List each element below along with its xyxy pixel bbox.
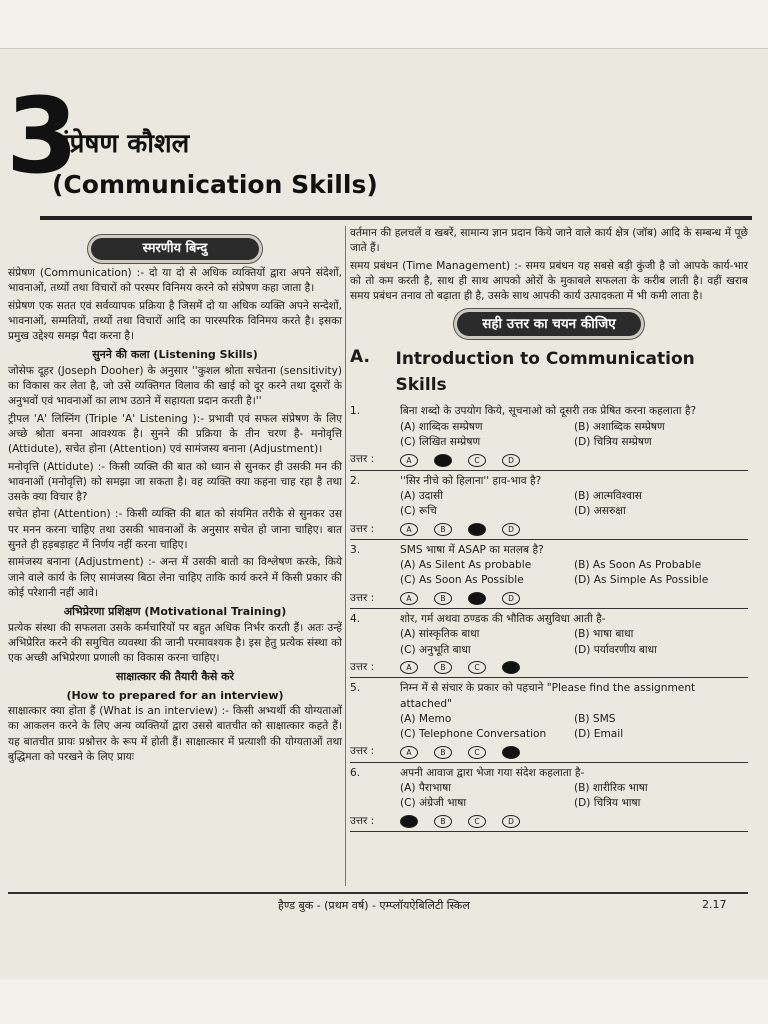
- answer-bubble[interactable]: C: [468, 592, 486, 605]
- option-text: (C) रूचि: [400, 505, 437, 518]
- option-text: (B) भाषा बाधा: [574, 628, 634, 641]
- footer-book-title: हैण्ड बुक - (प्रथम वर्ष) - एम्प्लॉयऐबिलिटी स्किल: [278, 899, 470, 912]
- question-text: बिना शब्दो के उपयोग किये, सूचनाओ को दूसरी तक प्रेषित करना कहलाता है?: [400, 405, 697, 418]
- answer-bubble[interactable]: A: [400, 592, 418, 605]
- answer-bubble[interactable]: D: [502, 523, 520, 536]
- options-grid: [350, 781, 748, 812]
- question-row: [350, 474, 748, 489]
- options-grid: [350, 712, 748, 743]
- options-grid: [350, 558, 748, 589]
- question-text: अपनी आवाज द्वारा भेजा गया संदेश कहलाता है-: [400, 766, 585, 779]
- paragraph-continued: वर्तमान की हलचलें व खबरें, सामान्य ज्ञान प्रदान किये जाने वाले कार्य क्षेत्र (जॉब) आदि के सम्बन्ध में पूछे जाते हैं।: [350, 227, 748, 255]
- answer-bubble[interactable]: C: [468, 661, 486, 674]
- section-letter: A.: [350, 347, 370, 368]
- paragraph-time-management: समय प्रबंधन (Time Management) :- समय प्रबंधन यह सबसे बड़ी कुंजी है जो आपके कार्य-भार को तो कम करती है, साथ ही साथ आपको ओरों के मुकाबले सफलता के करीब लाती है। वहीं खराब समय प्रबंधन तनाव तो बढ़ाता ही है, उसके साथ आपकी कार्य उत्पादकता में भी कमी लाता है।: [350, 259, 748, 303]
- option-text: (D) Email: [574, 728, 624, 741]
- option-text: (A) पैराभाषा: [400, 782, 452, 795]
- option-text: (C) लिखित सम्प्रेषण: [400, 436, 481, 449]
- option-text: (B) आत्मविश्वास: [574, 489, 642, 502]
- option-text: (B) अशाब्दिक सम्प्रेषण: [574, 420, 665, 433]
- question-item: [350, 612, 748, 678]
- question-text: निम्न में से संचार के प्रकार को पहचाने "Please find the assignment attached": [400, 682, 696, 710]
- answer-bubble[interactable]: D: [502, 746, 520, 759]
- answer-row: [350, 589, 748, 609]
- question-number: 2.: [350, 474, 361, 487]
- paragraph-communication-def: संप्रेषण (Communication) :- दो या दो से अधिक व्यक्तियों द्वारा अपने संदेशों, भावनाओं, तथ्यों तथा विचारों को परस्पर विनिमय करने को संप्रेषण कहा जाता है।: [8, 267, 342, 295]
- answer-bubble[interactable]: A: [400, 815, 418, 828]
- question-item: [350, 766, 748, 832]
- left-column: [8, 234, 342, 767]
- question-row: [350, 612, 748, 627]
- answer-bubble[interactable]: C: [468, 454, 486, 467]
- option-text: (C) अंग्रेजी भाषा: [400, 797, 467, 810]
- answer-bubble[interactable]: C: [468, 746, 486, 759]
- options-grid: [350, 420, 748, 451]
- question-text: शोर, गर्म अथवा ठण्डक की भौतिक असुविधा आती है-: [400, 613, 606, 626]
- chapter-title-hindi: संप्रेषण कौशल: [52, 129, 190, 159]
- answer-bubble[interactable]: B: [434, 454, 452, 467]
- interview-heading-english: (How to prepared for an interview): [66, 688, 284, 702]
- answer-bubble[interactable]: B: [434, 592, 452, 605]
- option-text: (A) As Silent As probable: [400, 559, 532, 572]
- answer-bubble[interactable]: B: [434, 815, 452, 828]
- option-text: (D) असरुक्षा: [574, 505, 626, 518]
- answer-label: उत्तर :: [350, 814, 375, 827]
- question-text: SMS भाषा में ASAP का मतलब है?: [400, 543, 544, 556]
- paragraph-attention: सचेत होना (Attention) :- किसी व्यक्ति की बात को संयमित तरीके से सुनकर उस पर मनन करना चाहिए तथा उसकी भावनाओं के अनुसार सचेत हो जाना चाहिए। बात सुनते ही हड़बड़ाहट में निर्णय नहीं करना चाहिए।: [8, 508, 342, 552]
- paragraph-listening: जोसेफ दूहर (Joseph Dooher) के अनुसार ''कुशल श्रोता सचेतना (sensitivity) का विकास कर लेता है, जो उसे व्यक्तिगत विलाव की खाई को दूर करने तथा दूसरों के अनुभवों एवं भावनाओं का लाभ उठाने में सहायता प्रदान करती है।'': [8, 364, 342, 408]
- answer-label: उत्तर :: [350, 745, 375, 758]
- question-number: 5.: [350, 682, 361, 695]
- question-number: 6.: [350, 766, 361, 779]
- option-text: (D) As Simple As Possible: [574, 574, 709, 587]
- answer-bubble[interactable]: B: [434, 746, 452, 759]
- question-number: 4.: [350, 613, 361, 626]
- answer-row: [350, 812, 748, 832]
- answer-label: उत्तर :: [350, 591, 375, 604]
- question-item: [350, 681, 748, 762]
- option-text: (B) शारीरिक भाषा: [574, 782, 648, 795]
- paragraph-interview: साक्षात्कार क्या होता हैं (What is an interview) :- किसी अभ्यर्थी की योग्यताओं का आकलन करने के लिए अन्य व्यक्तियों द्वारा उससे बातचीत को साक्षात्कार कहते हैं। यह बातचीत प्रायः प्रश्नोत्तर के रूप में होती हैं। साक्षात्कार में प्रत्याशी की योग्यताओं तथा बुद्धिमता को परखने के लिए प्रायः: [8, 705, 342, 763]
- answer-row: [350, 658, 748, 678]
- question-row: [350, 681, 748, 712]
- section-title: Introduction to Communication Skills: [395, 349, 695, 396]
- question-row: [350, 543, 748, 558]
- interview-heading-hindi: साक्षात्कार की तैयारी कैसे करे: [115, 670, 235, 684]
- paragraph-motivation: प्रत्येक संस्था की सफलता उसके कर्मचारियों पर बहुत अधिक निर्भर करती हैं। अतः उन्हें अभिप्रेरित करने की समुचित व्यवस्था की जानी परमावश्यक है। इस हेतु प्रत्येक संस्था को एक अच्छी अभिप्रेरणा प्रणाली का विकास करना चाहिए।: [8, 621, 342, 665]
- answer-row: [350, 742, 748, 762]
- paragraph-triple-a: ट्रीपल 'A' लिस्निंग (Triple 'A' Listening ):- प्रभावी एवं सफल संप्रेषण के लिए अच्छे श्रोता बनना आवश्यक है। सुनने की प्रक्रिया के तीन चरण है- मनोवृत्ति (Attidute), सचेत होना (Attention) एवं सामंजस्य बनाना (Adjustment)।: [8, 412, 342, 456]
- answer-bubble[interactable]: D: [502, 815, 520, 828]
- paragraph-communication-process: संप्रेषण एक सतत एवं सर्वव्यापक प्रक्रिया है जिसमें दो या अधिक व्यक्ति अपने सन्देशों, भावनाओं, सम्मतियों, तथ्यों तथा विचारों आदि का पारस्परिक विनिमय करते है। इसका प्रमुख उद्देश्य समझ पैदा करना है।: [8, 299, 342, 343]
- chapter-title-english: (Communication Skills): [52, 170, 378, 199]
- options-grid: [350, 489, 748, 520]
- option-text: (A) शाब्दिक सम्प्रेषण: [400, 420, 483, 433]
- section-heading: [350, 346, 748, 398]
- answer-bubble[interactable]: B: [434, 523, 452, 536]
- option-text: (C) Telephone Conversation: [400, 728, 547, 741]
- option-text: (A) Memo: [400, 712, 452, 725]
- column-divider: [345, 226, 346, 886]
- answer-bubble[interactable]: D: [502, 454, 520, 467]
- option-text: (A) उदासी: [400, 489, 443, 502]
- question-item: [350, 404, 748, 470]
- question-item: [350, 474, 748, 540]
- question-row: [350, 404, 748, 419]
- paragraph-adjustment: सामंजस्य बनाना (Adjustment) :- अन्त में उसकी बातो का विश्लेषण करके, किये जाने वाले कार्य के लिए सामंजस्य बिठा लेना चाहिए ताकि कार्य करने में किसी प्रकार की कोई परेशानी नहीं आवे।: [8, 556, 342, 599]
- listening-skills-heading: सुनने की कला (Listening Skills): [92, 348, 258, 362]
- answer-bubble[interactable]: D: [502, 592, 520, 605]
- remember-points-banner: स्मरणीय बिन्दु: [91, 238, 259, 260]
- chapter-number: 3: [6, 75, 79, 197]
- answer-row: [350, 450, 748, 470]
- answer-label: उत्तर :: [350, 660, 375, 673]
- answer-bubble[interactable]: B: [434, 661, 452, 674]
- answer-row: [350, 520, 748, 540]
- option-text: (D) चित्रिय भाषा: [574, 797, 641, 810]
- question-number: 1.: [350, 405, 361, 418]
- page-number: 2.17: [702, 898, 727, 911]
- paragraph-attitude: मनोवृत्ति (Attidute) :- किसी व्यक्ति की बात को ध्यान से सुनकर ही उसकी मन की भावनाओं (मनोवृत्ति) को समझा जा सकता है। वह व्यक्ति क्या कहना चाह रहा है तथा उसके क्या विचार है?: [8, 460, 342, 504]
- option-text: (C) अनुभूति बाधा: [400, 643, 471, 656]
- choose-correct-answer-banner: सही उत्तर का चयन कीजिए: [457, 312, 641, 336]
- answer-bubble[interactable]: A: [400, 523, 418, 536]
- right-column: [350, 226, 748, 835]
- header-rule: [40, 216, 752, 220]
- answer-bubble[interactable]: A: [400, 746, 418, 759]
- answer-bubble[interactable]: A: [400, 454, 418, 467]
- answer-bubble[interactable]: C: [468, 815, 486, 828]
- answer-label: उत्तर :: [350, 522, 375, 535]
- answer-bubble[interactable]: A: [400, 661, 418, 674]
- answer-label: उत्तर :: [350, 453, 375, 466]
- option-text: (D) पर्यावरणीय बाधा: [574, 643, 657, 656]
- answer-bubble[interactable]: C: [468, 523, 486, 536]
- option-text: (A) सांस्कृतिक बाधा: [400, 628, 480, 641]
- question-item: [350, 543, 748, 609]
- options-grid: [350, 627, 748, 658]
- option-text: (B) SMS: [574, 712, 616, 725]
- question-row: [350, 766, 748, 781]
- motivational-training-heading: अभिप्रेरणा प्रशिक्षण (Motivational Training): [63, 605, 287, 619]
- option-text: (D) चित्रिय सम्प्रेषण: [574, 436, 652, 449]
- question-text: ''सिर नीचे को हिलाना'' हाव-भाव है?: [400, 474, 542, 487]
- option-text: (B) As Soon As Probable: [574, 559, 702, 572]
- option-text: (C) As Soon As Possible: [400, 574, 524, 587]
- question-number: 3.: [350, 543, 361, 556]
- question-list: [350, 404, 748, 831]
- answer-bubble[interactable]: D: [502, 661, 520, 674]
- footer-rule: [8, 892, 748, 894]
